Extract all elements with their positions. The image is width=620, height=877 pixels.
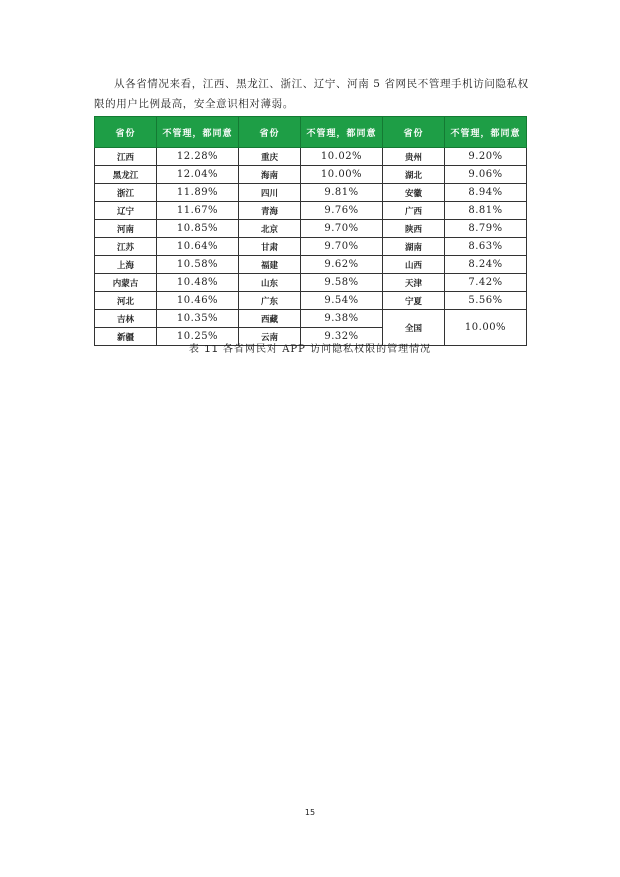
province-cell: 海南 bbox=[239, 166, 301, 184]
table-row bbox=[95, 184, 527, 202]
header-province-1: 省份 bbox=[95, 117, 157, 148]
value-cell: 12.04% bbox=[157, 166, 239, 184]
value-cell: 10.46% bbox=[157, 292, 239, 310]
national-label-cell: 全国 bbox=[383, 310, 445, 346]
province-cell: 贵州 bbox=[383, 148, 445, 166]
value-cell: 10.58% bbox=[157, 256, 239, 274]
value-cell: 8.81% bbox=[445, 202, 527, 220]
province-cell: 北京 bbox=[239, 220, 301, 238]
page-number: 15 bbox=[304, 808, 316, 817]
value-cell: 9.20% bbox=[445, 148, 527, 166]
paragraph-text: 从各省情况来看，江西、黑龙江、浙江、辽宁、河南 5 省网民不管理手机访问隐私权限的用户比例最高，安全意识相对薄弱。 bbox=[94, 78, 529, 110]
value-cell: 10.35% bbox=[157, 310, 239, 328]
value-cell: 8.94% bbox=[445, 184, 527, 202]
province-cell: 江西 bbox=[95, 148, 157, 166]
table-header-row bbox=[95, 117, 527, 148]
province-cell: 广东 bbox=[239, 292, 301, 310]
value-cell: 9.76% bbox=[301, 202, 383, 220]
province-cell: 陕西 bbox=[383, 220, 445, 238]
header-value-1: 不管理，都同意 bbox=[157, 117, 239, 148]
value-cell: 10.48% bbox=[157, 274, 239, 292]
province-cell: 浙江 bbox=[95, 184, 157, 202]
value-cell: 12.28% bbox=[157, 148, 239, 166]
province-cell: 山西 bbox=[383, 256, 445, 274]
value-cell: 9.06% bbox=[445, 166, 527, 184]
value-cell: 10.64% bbox=[157, 238, 239, 256]
value-cell: 9.58% bbox=[301, 274, 383, 292]
province-table bbox=[94, 116, 527, 346]
value-cell: 10.00% bbox=[301, 166, 383, 184]
header-value-3: 不管理，都同意 bbox=[445, 117, 527, 148]
province-cell: 湖南 bbox=[383, 238, 445, 256]
province-cell: 西藏 bbox=[239, 310, 301, 328]
value-cell: 10.85% bbox=[157, 220, 239, 238]
province-cell: 广西 bbox=[383, 202, 445, 220]
table-row bbox=[95, 148, 527, 166]
province-cell: 重庆 bbox=[239, 148, 301, 166]
value-cell: 9.32% bbox=[301, 328, 383, 346]
province-cell: 辽宁 bbox=[95, 202, 157, 220]
value-cell: 10.25% bbox=[157, 328, 239, 346]
province-cell: 云南 bbox=[239, 328, 301, 346]
table-row bbox=[95, 238, 527, 256]
value-cell: 8.63% bbox=[445, 238, 527, 256]
table-row bbox=[95, 166, 527, 184]
table-row bbox=[95, 220, 527, 238]
caption-text: 各省网民对 APP 访问隐私权限的管理情况 bbox=[223, 344, 432, 355]
header-value-2: 不管理，都同意 bbox=[301, 117, 383, 148]
province-cell: 吉林 bbox=[95, 310, 157, 328]
province-cell: 甘肃 bbox=[239, 238, 301, 256]
value-cell: 10.02% bbox=[301, 148, 383, 166]
province-cell: 福建 bbox=[239, 256, 301, 274]
province-cell: 湖北 bbox=[383, 166, 445, 184]
value-cell: 9.62% bbox=[301, 256, 383, 274]
province-cell: 天津 bbox=[383, 274, 445, 292]
province-cell: 宁夏 bbox=[383, 292, 445, 310]
province-cell: 河北 bbox=[95, 292, 157, 310]
province-cell: 内蒙古 bbox=[95, 274, 157, 292]
province-cell: 山东 bbox=[239, 274, 301, 292]
province-cell: 四川 bbox=[239, 184, 301, 202]
value-cell: 9.38% bbox=[301, 310, 383, 328]
caption-number: 11 bbox=[204, 344, 219, 355]
province-cell: 黑龙江 bbox=[95, 166, 157, 184]
province-cell: 新疆 bbox=[95, 328, 157, 346]
value-cell: 9.81% bbox=[301, 184, 383, 202]
body-paragraph bbox=[94, 74, 534, 114]
value-cell: 9.54% bbox=[301, 292, 383, 310]
table-row bbox=[95, 256, 527, 274]
table-row bbox=[95, 310, 527, 328]
value-cell: 5.56% bbox=[445, 292, 527, 310]
value-cell: 11.89% bbox=[157, 184, 239, 202]
table-row bbox=[95, 274, 527, 292]
national-value-cell: 10.00% bbox=[445, 310, 527, 346]
province-cell: 上海 bbox=[95, 256, 157, 274]
province-cell: 河南 bbox=[95, 220, 157, 238]
table-caption bbox=[0, 340, 620, 355]
table-row bbox=[95, 202, 527, 220]
value-cell: 7.42% bbox=[445, 274, 527, 292]
header-province-2: 省份 bbox=[239, 117, 301, 148]
table-row bbox=[95, 292, 527, 310]
value-cell: 9.70% bbox=[301, 220, 383, 238]
value-cell: 11.67% bbox=[157, 202, 239, 220]
value-cell: 8.24% bbox=[445, 256, 527, 274]
value-cell: 9.70% bbox=[301, 238, 383, 256]
value-cell: 8.79% bbox=[445, 220, 527, 238]
header-province-3: 省份 bbox=[383, 117, 445, 148]
province-cell: 安徽 bbox=[383, 184, 445, 202]
caption-prefix: 表 bbox=[188, 344, 200, 355]
province-cell: 江苏 bbox=[95, 238, 157, 256]
province-cell: 青海 bbox=[239, 202, 301, 220]
